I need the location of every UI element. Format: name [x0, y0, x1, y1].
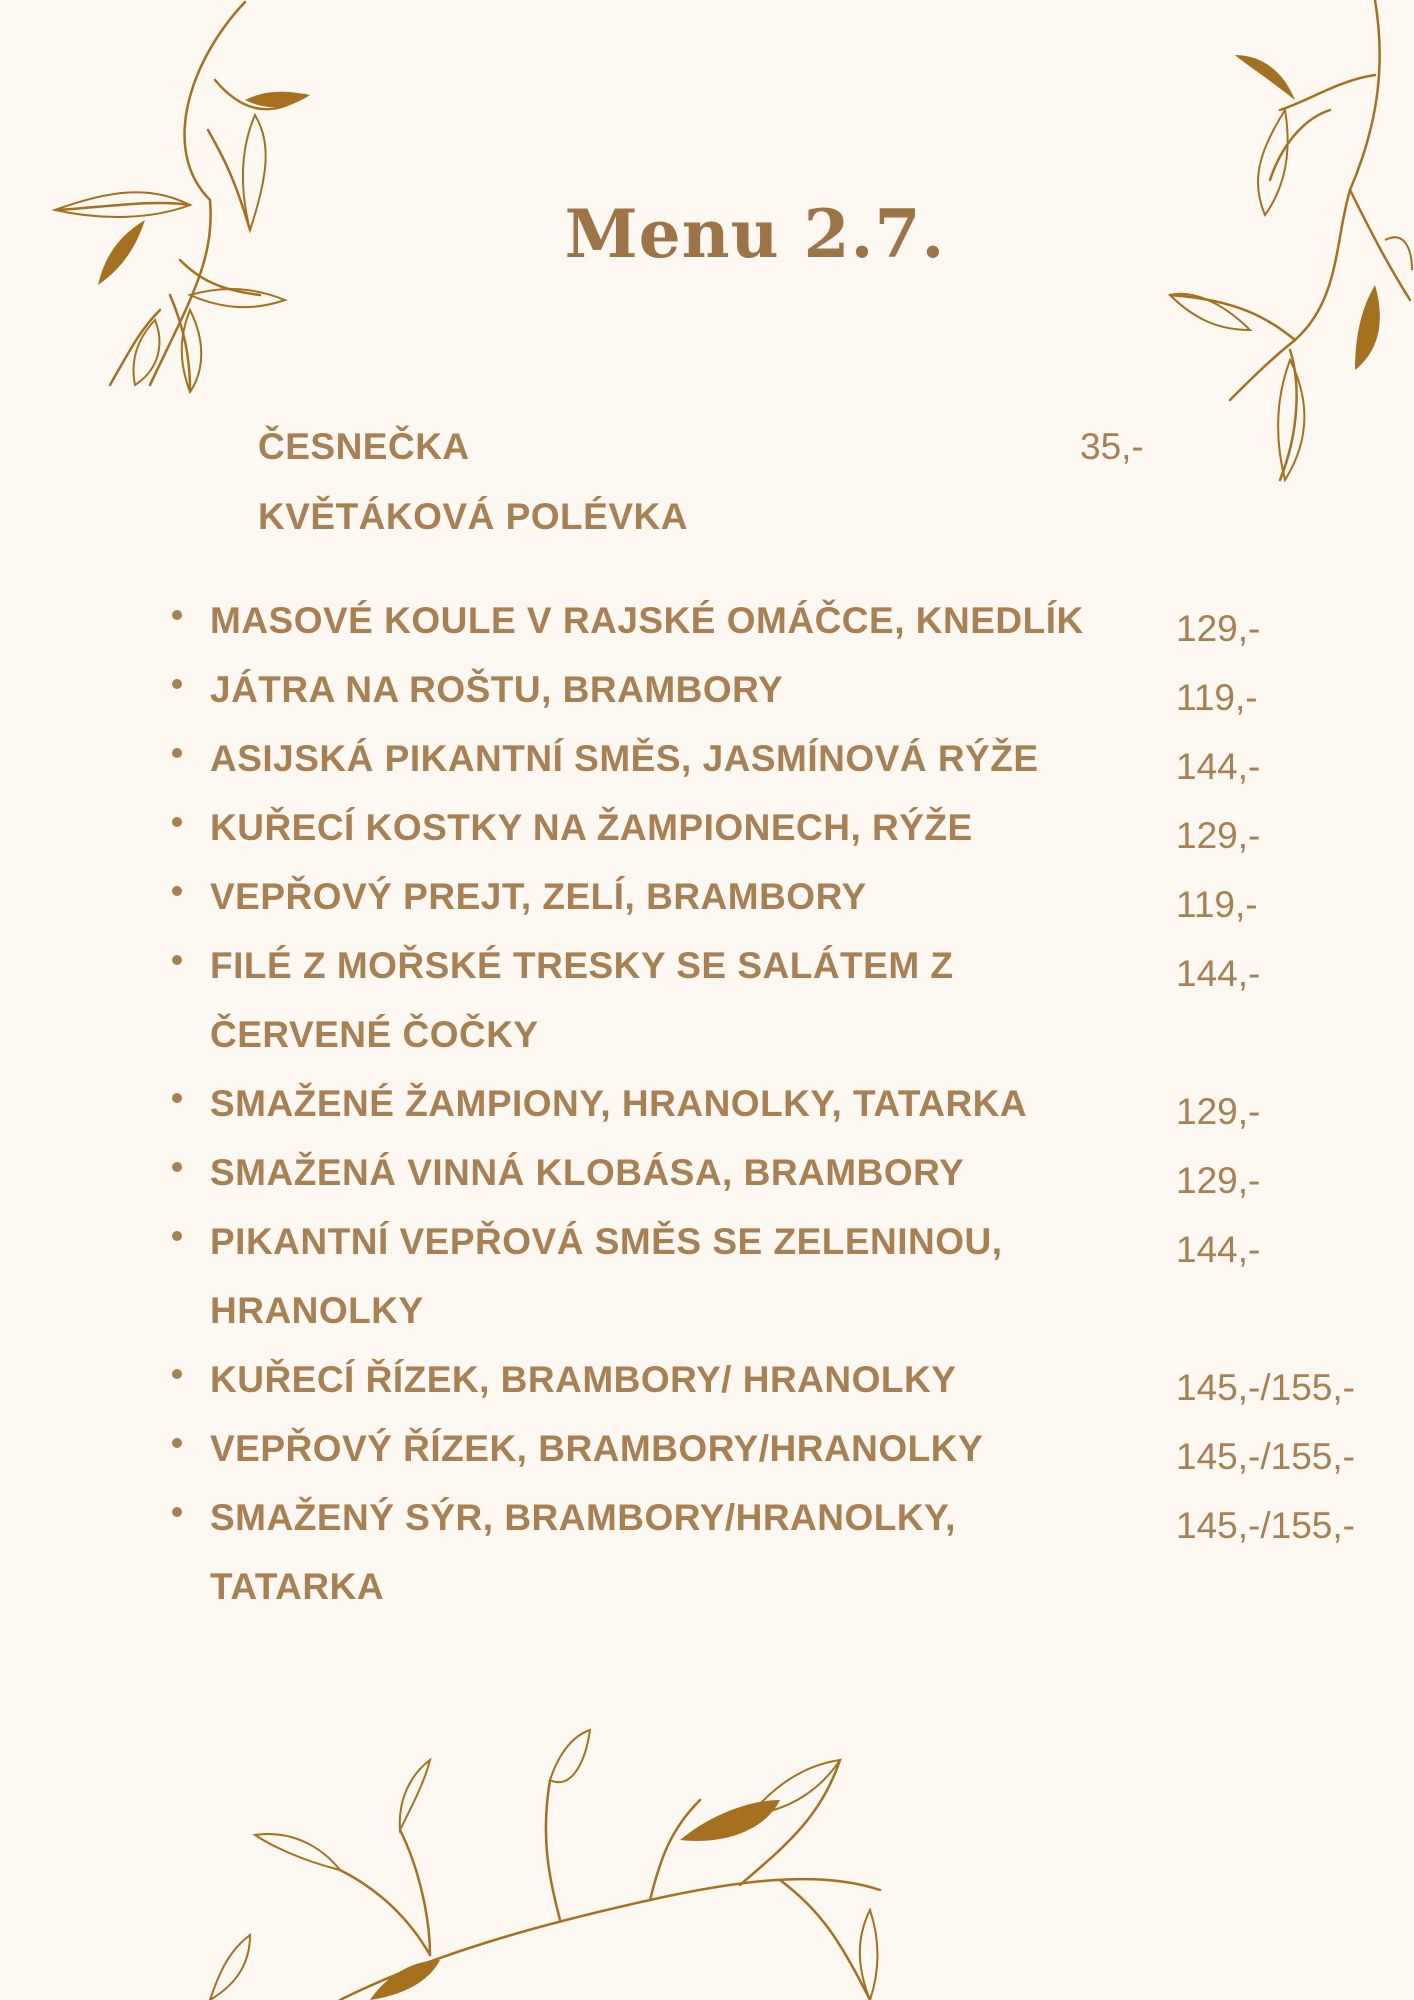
bullet-icon: [172, 1507, 182, 1517]
bullet-icon: [172, 748, 182, 758]
dish-item: [170, 1414, 1400, 1483]
bullet-icon: [172, 817, 182, 827]
bullet-icon: [172, 679, 182, 689]
soup-price: 35,-: [1080, 426, 1144, 467]
dish-name: VEPŘOVÝ ŘÍZEK, BRAMBORY/HRANOLKY: [210, 1428, 984, 1469]
soup-name: KVĚTÁKOVÁ POLÉVKA: [258, 496, 688, 537]
bullet-icon: [172, 610, 182, 620]
dish-name: MASOVÉ KOULE V RAJSKÉ OMÁČCE, KNEDLÍK: [210, 600, 1084, 641]
dish-price: 129,-: [1176, 1160, 1261, 1201]
dish-item: [170, 1207, 1400, 1345]
bullet-icon: [172, 1093, 182, 1103]
dish-list: [170, 586, 1400, 1621]
bullet-icon: [172, 1438, 182, 1448]
dish-item: [170, 1483, 1400, 1621]
soup-name: ČESNEČKA: [258, 426, 470, 467]
dish-name: KUŘECÍ ŘÍZEK, BRAMBORY/ HRANOLKY: [210, 1359, 957, 1400]
dish-price: 145,-/155,-: [1176, 1436, 1355, 1477]
bullet-icon: [172, 1369, 182, 1379]
dish-item: [170, 1069, 1400, 1138]
dish-name: ASIJSKÁ PIKANTNÍ SMĚS, JASMÍNOVÁ RÝŽE: [210, 738, 1039, 779]
dish-price: 129,-: [1176, 815, 1261, 856]
bullet-icon: [172, 1231, 182, 1241]
dish-price: 145,-/155,-: [1176, 1367, 1355, 1408]
bullet-icon: [172, 1162, 182, 1172]
branch-icon-bottom: [180, 1720, 940, 2000]
dish-name: VEPŘOVÝ PREJT, ZELÍ, BRAMBORY: [210, 876, 867, 917]
soup-section: [258, 420, 1158, 560]
dish-name: SMAŽENÁ VINNÁ KLOBÁSA, BRAMBORY: [210, 1152, 965, 1193]
soup-item: [258, 420, 1158, 490]
dish-price: 144,-: [1176, 1229, 1261, 1270]
dish-name: PIKANTNÍ VEPŘOVÁ SMĚS SE ZELENINOU, HRANOLKY: [210, 1221, 1003, 1331]
dish-item: [170, 793, 1400, 862]
dish-item: [170, 931, 1400, 1069]
dish-item: [170, 655, 1400, 724]
dish-price: 129,-: [1176, 1091, 1261, 1132]
dish-name: FILÉ Z MOŘSKÉ TRESKY SE SALÁTEM Z ČERVENÉ ČOČKY: [210, 945, 954, 1055]
dish-item: [170, 1138, 1400, 1207]
dish-price: 144,-: [1176, 746, 1261, 787]
dish-item: [170, 586, 1400, 655]
dish-price: 119,-: [1176, 677, 1258, 718]
page-title: Menu 2.7.: [564, 195, 946, 273]
dish-name: JÁTRA NA ROŠTU, BRAMBORY: [210, 669, 784, 710]
bullet-icon: [172, 955, 182, 965]
dish-name: SMAŽENÝ SÝR, BRAMBORY/HRANOLKY, TATARKA: [210, 1497, 956, 1607]
dish-name: KUŘECÍ KOSTKY NA ŽAMPIONECH, RÝŽE: [210, 807, 973, 848]
dish-item: [170, 862, 1400, 931]
dish-item: [170, 1345, 1400, 1414]
dish-price: 129,-: [1176, 608, 1261, 649]
soup-item: [258, 490, 1158, 560]
leaf-icon: [370, 1800, 780, 2000]
bullet-icon: [172, 886, 182, 896]
dish-name: SMAŽENÉ ŽAMPIONY, HRANOLKY, TATARKA: [210, 1083, 1028, 1124]
dish-item: [170, 724, 1400, 793]
dish-price: 144,-: [1176, 953, 1261, 994]
dish-price: 145,-/155,-: [1176, 1505, 1355, 1546]
dish-price: 119,-: [1176, 884, 1258, 925]
